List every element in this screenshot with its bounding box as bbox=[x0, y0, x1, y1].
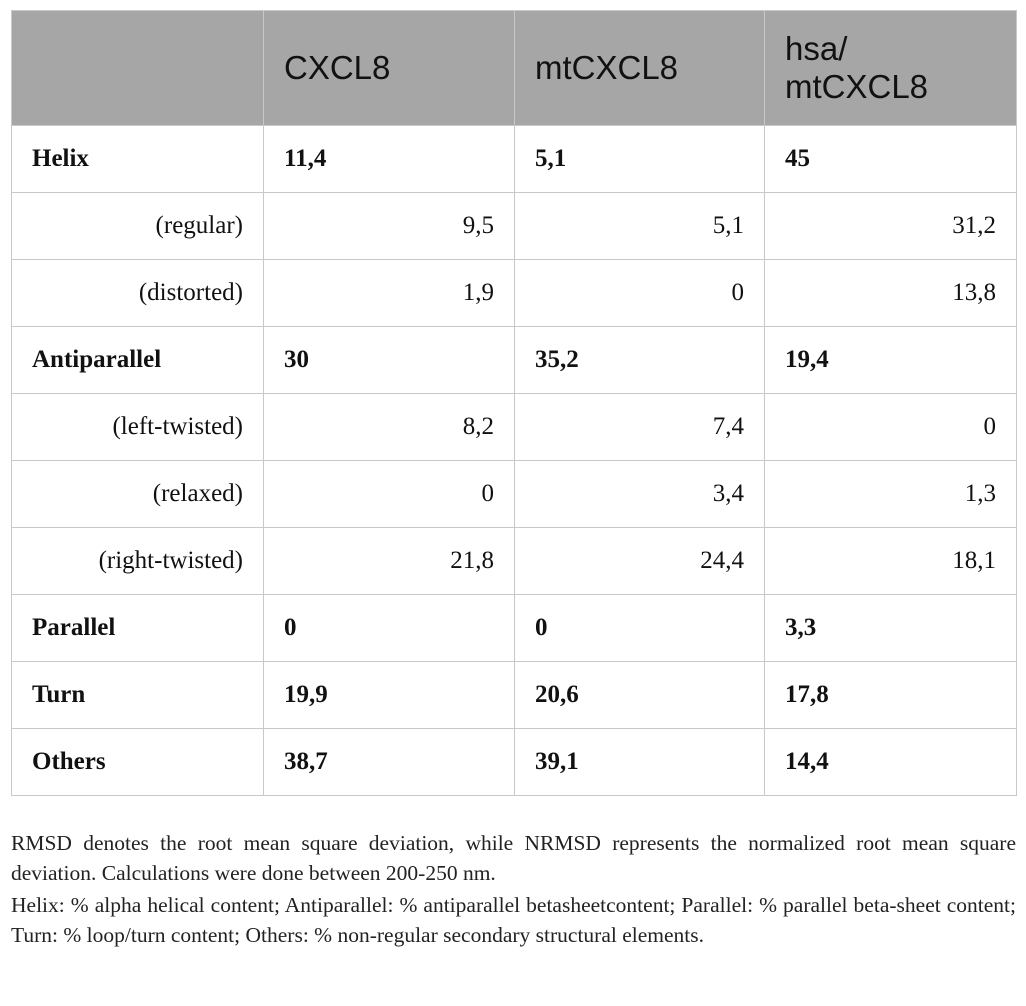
cell-value: 19,9 bbox=[264, 662, 515, 729]
cell-value: 3,3 bbox=[765, 595, 1017, 662]
table-row bbox=[12, 260, 1017, 327]
header-hsa-mtcxcl8 bbox=[765, 11, 1017, 126]
cell-value: 19,4 bbox=[765, 327, 1017, 394]
footnote-rmsd: RMSD denotes the root mean square deviation, while NRMSD represents the normalized root mean square deviation. Calculations were done between 200-250 nm. bbox=[11, 831, 1016, 885]
cell-value: 14,4 bbox=[765, 729, 1017, 796]
header-empty-cell bbox=[12, 11, 264, 126]
table-row bbox=[12, 595, 1017, 662]
row-label-antiparallel: Antiparallel bbox=[12, 327, 264, 394]
row-label-distorted: (distorted) bbox=[12, 260, 264, 327]
row-label-right-twisted: (right-twisted) bbox=[12, 528, 264, 595]
table-row bbox=[12, 327, 1017, 394]
footnote-abbreviations: Helix: % alpha helical content; Antiparallel: % antiparallel betasheetcontent; Parallel: % parallel beta-sheet content; Turn: % loop/turn content; Others: % non-regular secondary structural elements. bbox=[11, 893, 1016, 947]
row-label-parallel: Parallel bbox=[12, 595, 264, 662]
cell-value: 30 bbox=[264, 327, 515, 394]
cell-value: 35,2 bbox=[515, 327, 765, 394]
cell-value: 7,4 bbox=[515, 394, 765, 461]
cell-value: 5,1 bbox=[515, 193, 765, 260]
cell-value: 38,7 bbox=[264, 729, 515, 796]
table-header-row bbox=[12, 11, 1017, 126]
table-row bbox=[12, 126, 1017, 193]
cell-value: 24,4 bbox=[515, 528, 765, 595]
table-row bbox=[12, 461, 1017, 528]
row-label-regular: (regular) bbox=[12, 193, 264, 260]
cell-value: 0 bbox=[515, 595, 765, 662]
secondary-structure-table-container bbox=[11, 10, 1016, 796]
cell-value: 13,8 bbox=[765, 260, 1017, 327]
row-label-others: Others bbox=[12, 729, 264, 796]
cell-value: 3,4 bbox=[515, 461, 765, 528]
cell-value: 8,2 bbox=[264, 394, 515, 461]
cell-value: 18,1 bbox=[765, 528, 1017, 595]
table-row bbox=[12, 193, 1017, 260]
cell-value: 31,2 bbox=[765, 193, 1017, 260]
table-row bbox=[12, 729, 1017, 796]
cell-value: 39,1 bbox=[515, 729, 765, 796]
cell-value: 0 bbox=[264, 595, 515, 662]
row-label-relaxed: (relaxed) bbox=[12, 461, 264, 528]
header-cxcl8: CXCL8 bbox=[264, 11, 515, 126]
cell-value: 1,3 bbox=[765, 461, 1017, 528]
table-row bbox=[12, 394, 1017, 461]
row-label-turn: Turn bbox=[12, 662, 264, 729]
header-hsa-line2: mtCXCL8 bbox=[785, 68, 929, 105]
cell-value: 45 bbox=[765, 126, 1017, 193]
cell-value: 0 bbox=[515, 260, 765, 327]
cell-value: 1,9 bbox=[264, 260, 515, 327]
cell-value: 11,4 bbox=[264, 126, 515, 193]
table-row bbox=[12, 528, 1017, 595]
row-label-helix: Helix bbox=[12, 126, 264, 193]
cell-value: 21,8 bbox=[264, 528, 515, 595]
cell-value: 9,5 bbox=[264, 193, 515, 260]
table-row bbox=[12, 662, 1017, 729]
cell-value: 5,1 bbox=[515, 126, 765, 193]
row-label-left-twisted: (left-twisted) bbox=[12, 394, 264, 461]
cell-value: 17,8 bbox=[765, 662, 1017, 729]
table-footnotes bbox=[11, 828, 1016, 952]
header-hsa-line1: hsa/ bbox=[785, 30, 848, 67]
cell-value: 0 bbox=[765, 394, 1017, 461]
secondary-structure-table bbox=[11, 10, 1017, 796]
cell-value: 20,6 bbox=[515, 662, 765, 729]
cell-value: 0 bbox=[264, 461, 515, 528]
header-mtcxcl8: mtCXCL8 bbox=[515, 11, 765, 126]
